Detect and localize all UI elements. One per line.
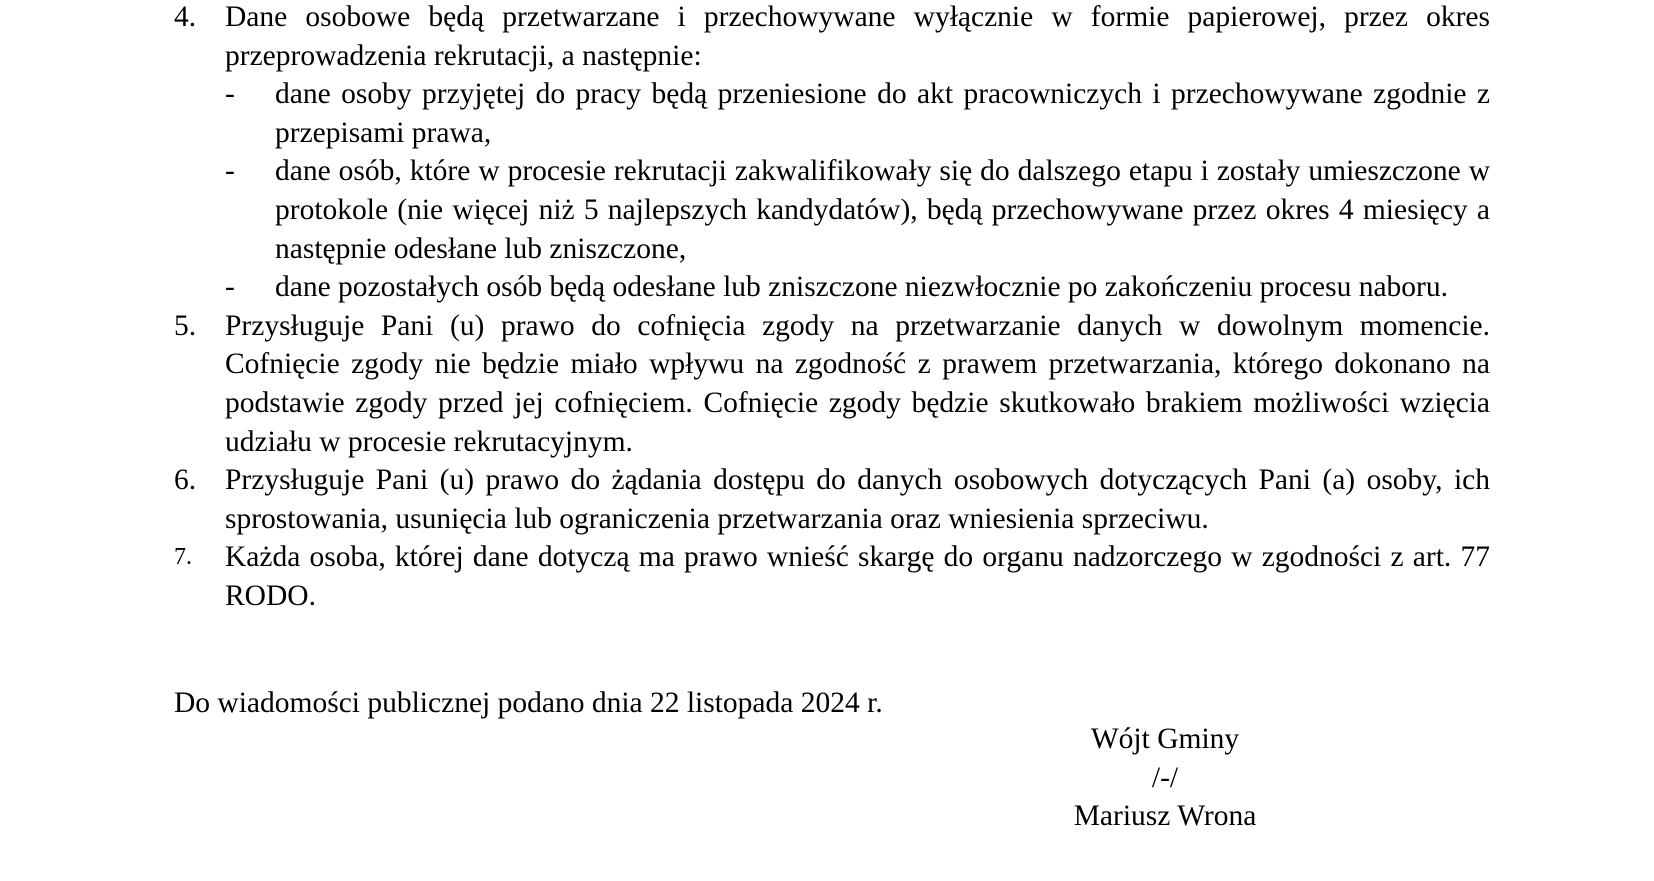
numbered-list xyxy=(174,0,1490,616)
list-item-4 xyxy=(174,0,1490,307)
sub-item xyxy=(225,152,1490,268)
item-body xyxy=(225,0,1490,307)
sub-item-text: dane pozostałych osób będą odesłane lub zniszczone niezwłocznie po zakończeniu procesu naboru. xyxy=(275,271,1448,304)
item-text: Każda osoba, której dane dotyczą ma prawo wnieść skargę do organu nadzorczego w zgodności z art. 77 RODO. xyxy=(225,541,1490,612)
sub-item xyxy=(225,268,1490,307)
item-number: 7. xyxy=(174,544,192,571)
signature-name: Mariusz Wrona xyxy=(1073,800,1257,833)
item-number: 5. xyxy=(174,309,197,342)
item-number: 4. xyxy=(174,1,197,33)
item-text: Przysługuje Pani (u) prawo do cofnięcia zgody na przetwarzanie danych w dowolnym momencie. Cofnięcie zgody nie będzie miało wpływu na zgodność z prawem przetwarzania, którego dokonano na podstawie zgody przed jej cofnięciem. Cofnięcie zgody będzie skutkowało brakiem możliwości wzięcia udziału w procesie rekrutacyjnym. xyxy=(225,309,1490,458)
signature-mark: /-/ xyxy=(1151,761,1179,794)
dash-marker: - xyxy=(225,155,235,188)
list-item-7 xyxy=(174,538,1490,615)
signature-block xyxy=(1020,720,1310,836)
item-text: Przysługuje Pani (u) prawo do żądania dostępu do danych osobowych dotyczących Pani (a) osoby, ich sprostowania, usunięcia lub ograniczenia przetwarzania oraz wniesienia sprzeciwu. xyxy=(225,464,1490,535)
dash-marker: - xyxy=(225,271,235,304)
item-number: 6. xyxy=(174,464,197,497)
dash-marker: - xyxy=(225,78,235,111)
signature-title: Wójt Gminy xyxy=(1090,723,1240,755)
sub-item-text: dane osoby przyjętej do pracy będą przeniesione do akt pracowniczych i przechowywane zgodnie z przepisami prawa, xyxy=(275,78,1490,149)
list-item-6 xyxy=(174,461,1490,538)
list-item-5 xyxy=(174,307,1490,461)
publication-notice: Do wiadomości publicznej podano dnia 22 listopada 2024 r. xyxy=(174,687,883,719)
sub-item xyxy=(225,75,1490,152)
sub-item-text: dane osób, które w procesie rekrutacji zakwalifikowały się do dalszego etapu i zostały umieszczone w protokole (nie więcej niż 5 najlepszych kandydatów), będą przechowywane przez okres 4 miesięcy a następnie odesłane lub zniszczone, xyxy=(275,155,1490,265)
item-intro: Dane osobowe będą przetwarzane i przechowywane wyłącznie w formie papierowej, przez okres przeprowadzenia rekrutacji, a następnie: xyxy=(225,1,1490,72)
